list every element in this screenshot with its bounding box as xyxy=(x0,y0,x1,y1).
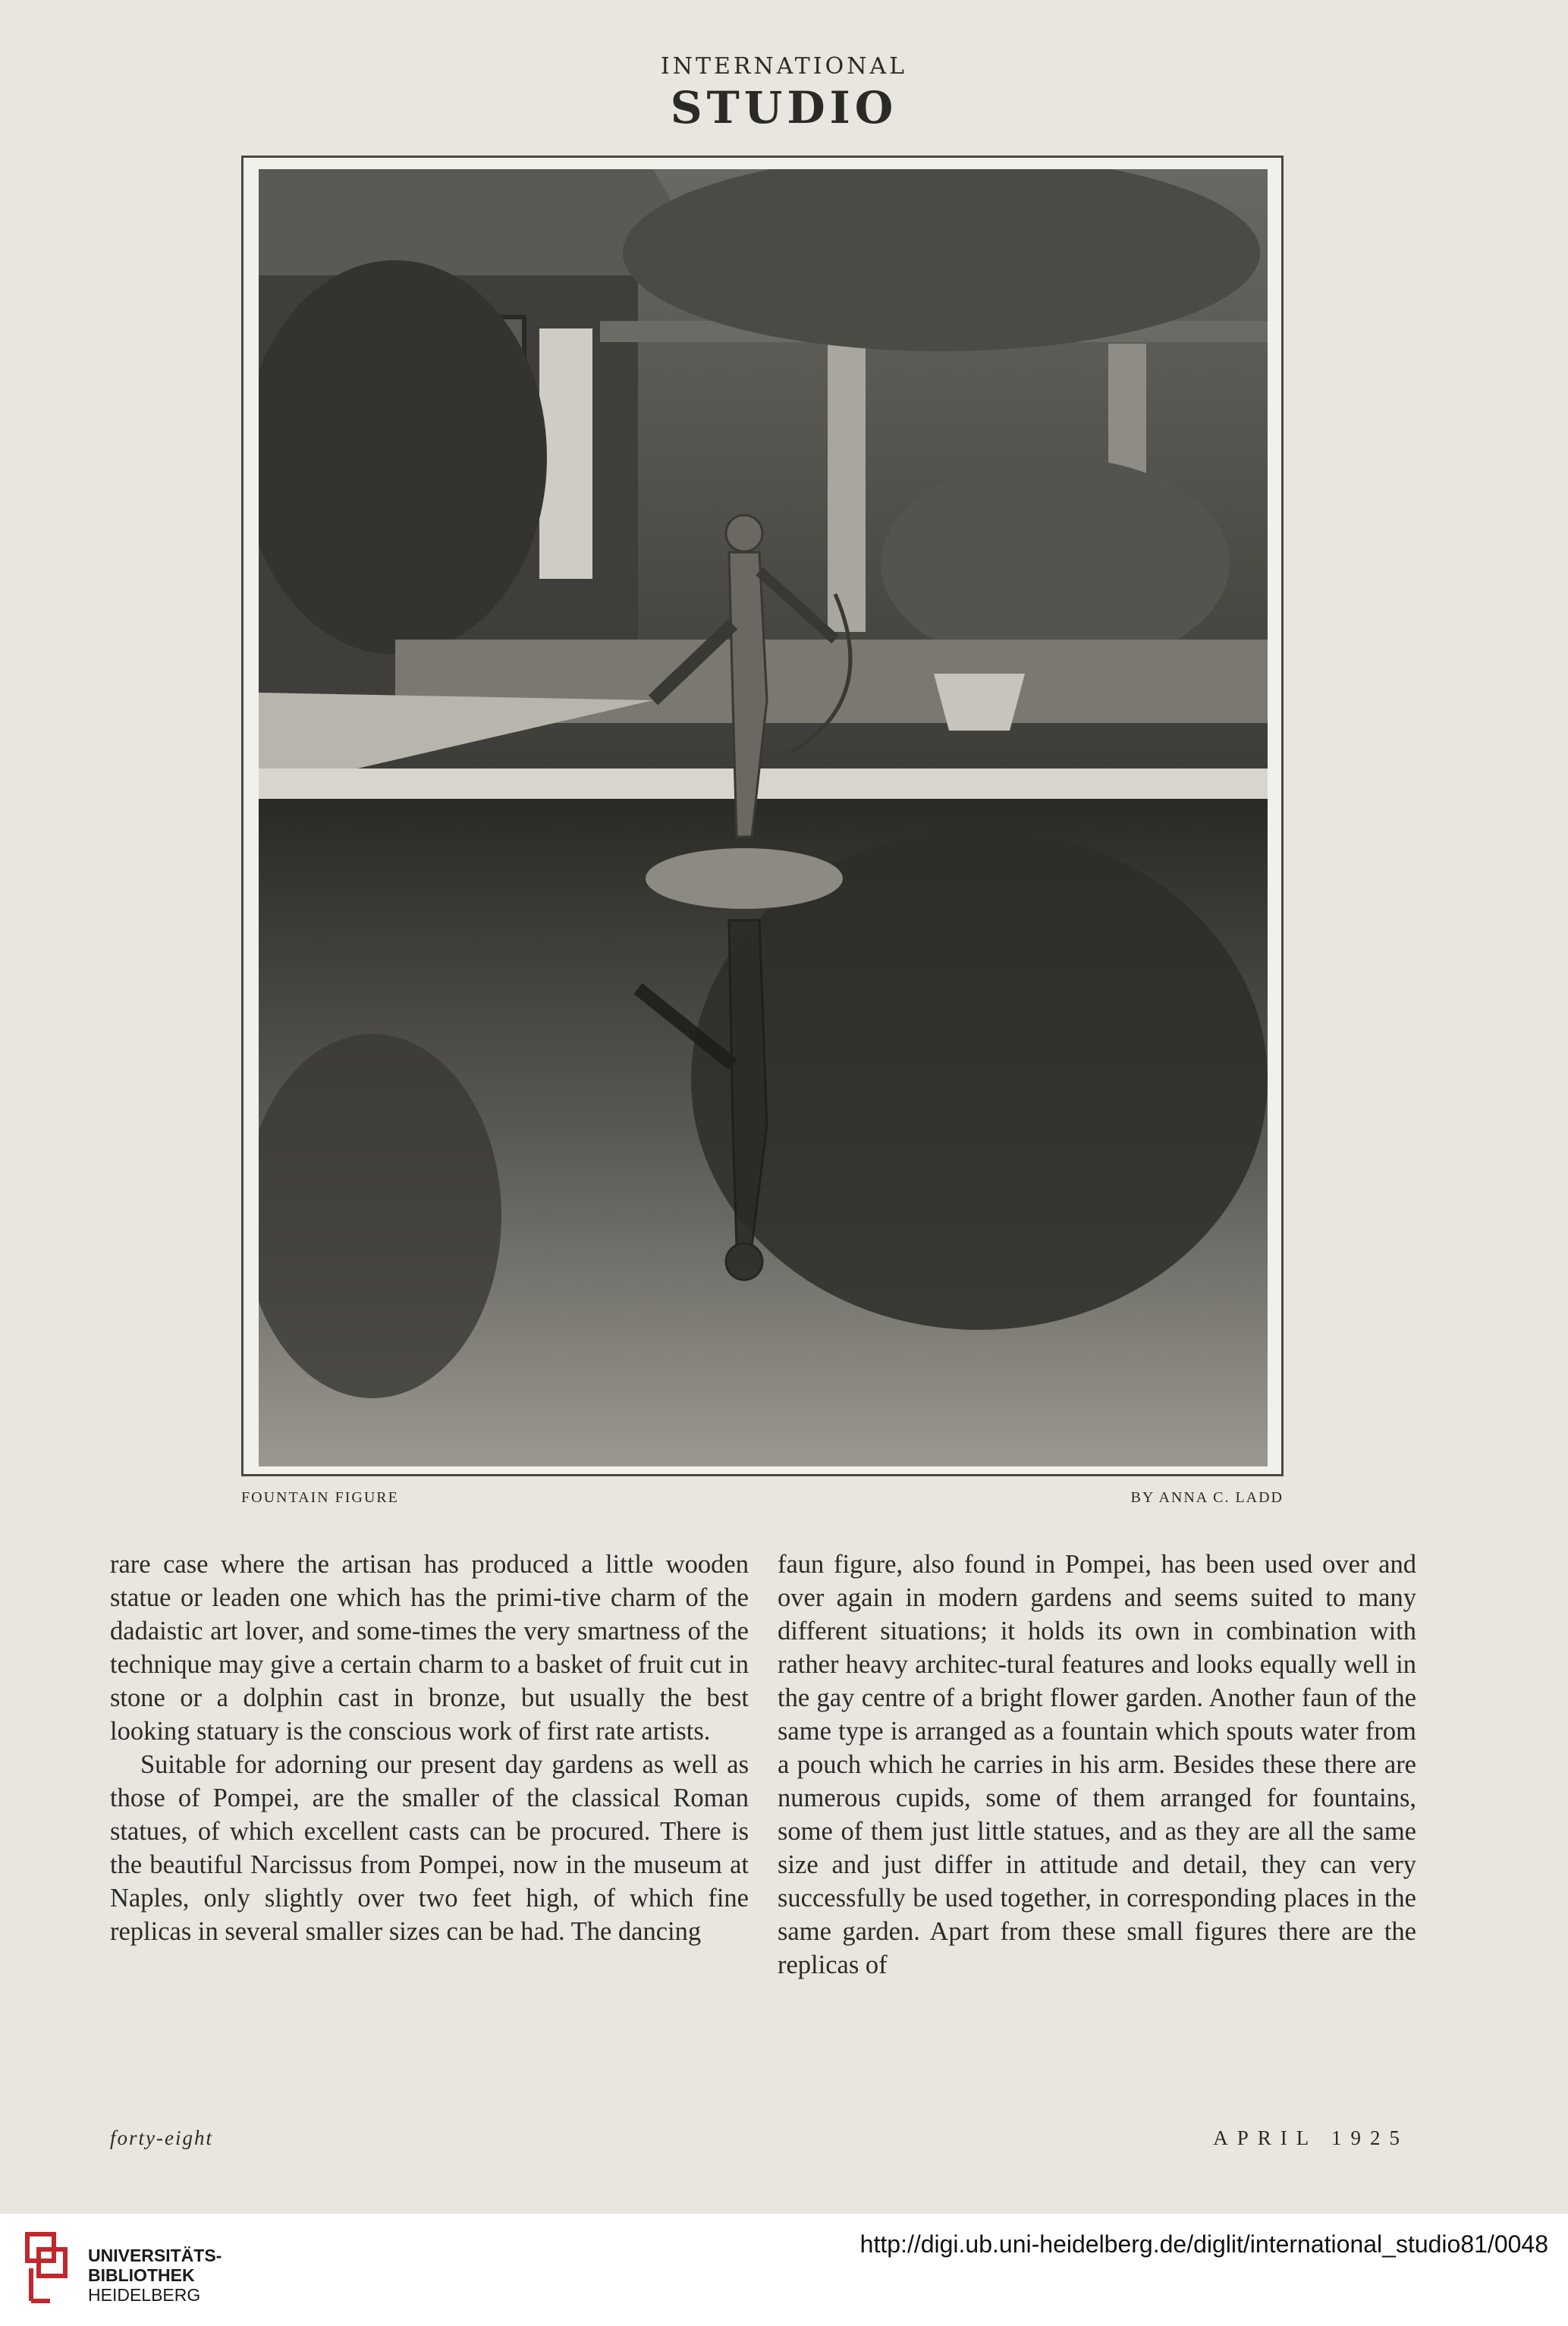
paragraph: rare case where the artisan has produced a little wooden statue or leaden one which has the primi-tive charm of the dadaistic art lover, and some-times the very smartness of the technique may give a certain charm to a basket of fruit cut in stone or a dolphin cast in bronze, but usually the best looking statuary is the conscious work of first rate artists. xyxy=(110,1550,749,1746)
library-name xyxy=(88,2246,222,2305)
source-url-link[interactable]: http://digi.ub.uni-heidelberg.de/diglit/international_studio81/0048 xyxy=(859,2230,1548,2258)
library-logo-icon xyxy=(20,2227,73,2309)
text-column-right xyxy=(778,1548,1416,1982)
library-name-line: BIBLIOTHEK xyxy=(88,2265,195,2285)
garden-pool-photo xyxy=(259,169,1268,1466)
library-name-line: UNIVERSITÄTS- xyxy=(88,2246,222,2265)
paragraph: faun figure, also found in Pompei, has been used over and over again in modern gardens and seems suited to many different situations; it holds its own in combination with rather heavy architec-tural features and looks equally well in the gay centre of a bright flower garden. Another faun of the same type is arranged as a fountain which spouts water from a pouch which he carries in his arm. Besides these there are numerous cupids, some of them arranged for fountains, some of them just little statues, and as they are all the same size and just differ in attitude and detail, they can very successfully be used together, in corresponding places in the same garden. Apart from these small figures there are the replicas of xyxy=(778,1550,1416,1979)
text-column-left xyxy=(110,1548,749,1948)
issue-date: APRIL 1925 xyxy=(1213,2126,1409,2149)
page-number: forty-eight xyxy=(110,2126,213,2149)
paragraph: Suitable for adorning our present day gardens as well as those of Pompei, are the smaller of the classical Roman statues, of which excellent casts can be procured. There is the beautiful Narcissus from Pompei, now in the museum at Naples, only slightly over two feet high, of which fine replicas in several smaller sizes can be had. The dancing xyxy=(110,1750,749,1946)
masthead-title-main: STUDIO xyxy=(670,82,898,134)
masthead-title-small: INTERNATIONAL xyxy=(660,53,908,80)
fountain-photograph xyxy=(241,156,1284,1476)
figure-caption-title: FOUNTAIN FIGURE xyxy=(241,1489,399,1506)
figure-caption-credit: BY ANNA C. LADD xyxy=(1130,1489,1284,1506)
library-name-line: HEIDELBERG xyxy=(88,2285,201,2305)
